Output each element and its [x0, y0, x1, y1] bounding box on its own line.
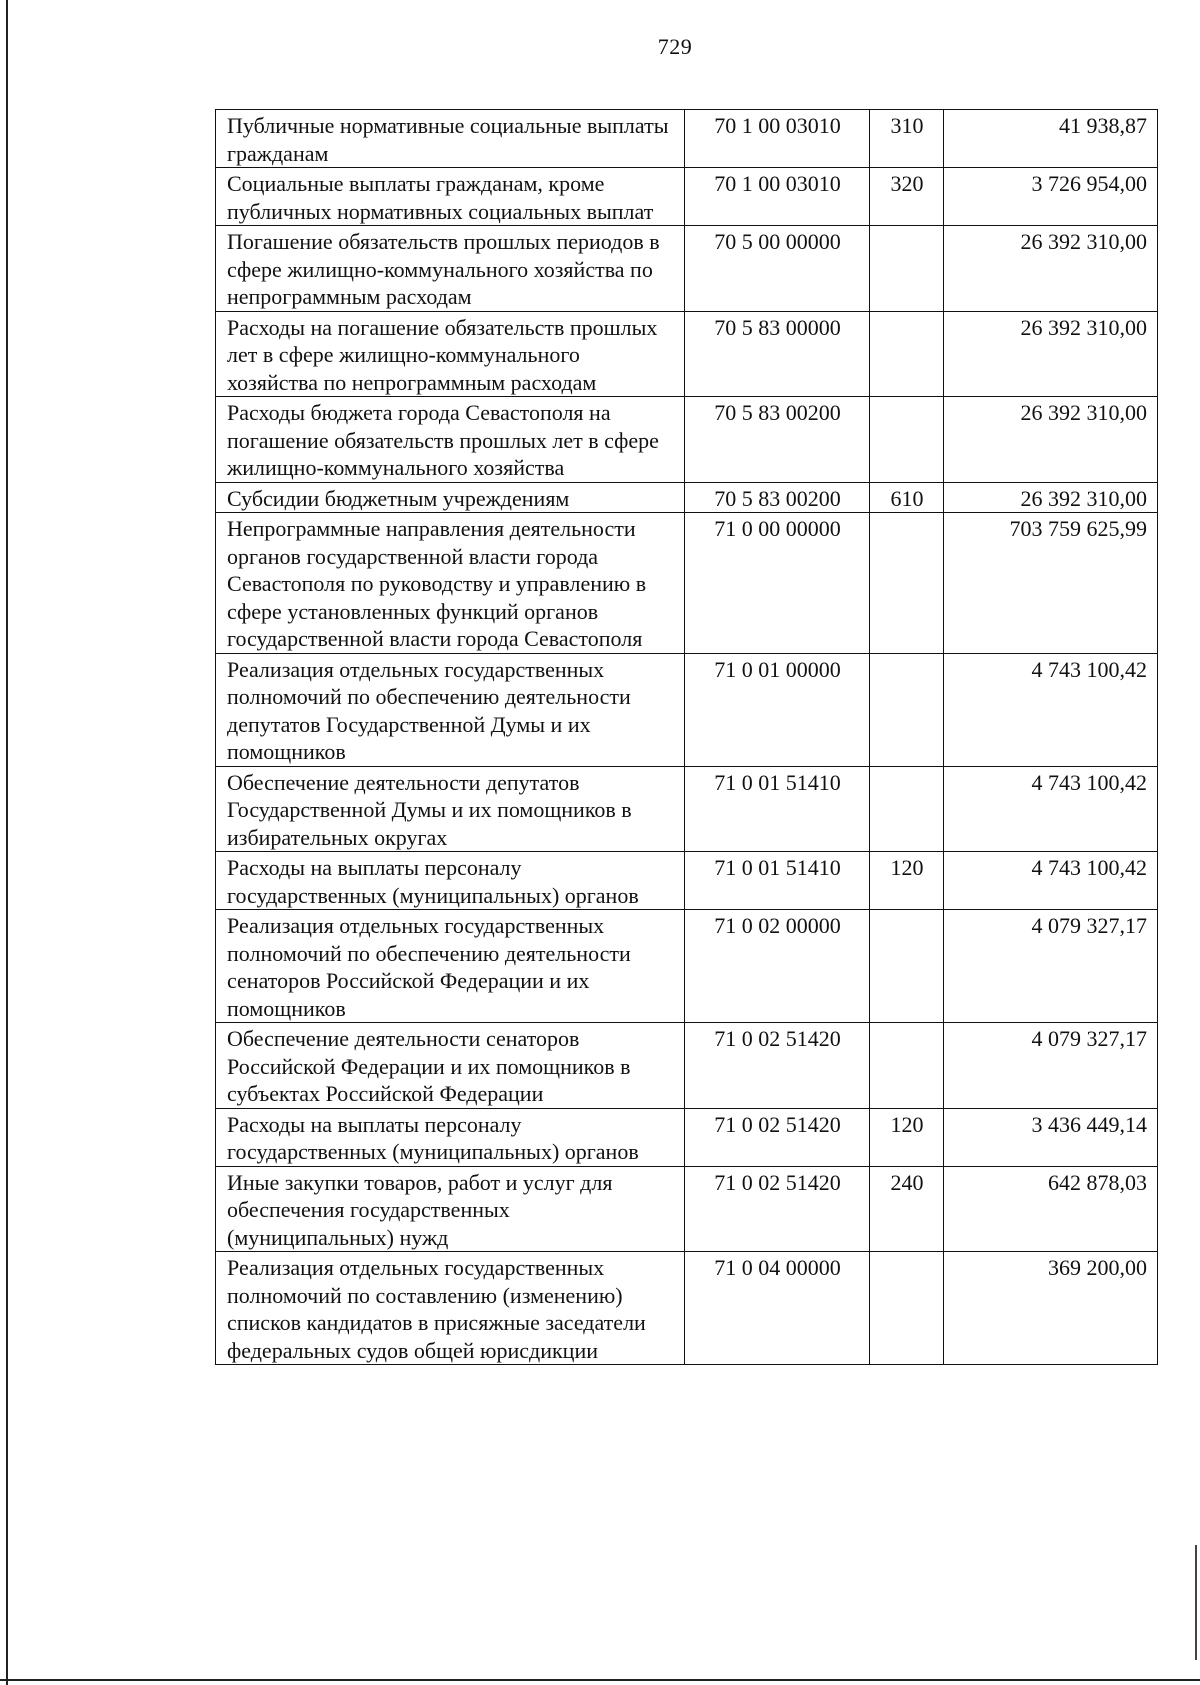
row-amount: 4 079 327,17	[944, 1023, 1158, 1109]
row-expense-type: 120	[870, 852, 944, 910]
table-row	[216, 110, 1158, 168]
row-expense-type: 320	[870, 168, 944, 226]
table-row	[216, 1108, 1158, 1166]
row-target-code: 70 5 83 00000	[685, 311, 870, 397]
table-row	[216, 397, 1158, 483]
row-target-code: 71 0 01 51410	[685, 852, 870, 910]
row-expense-type	[870, 397, 944, 483]
row-name: Погашение обязательств прошлых периодов в сфере жилищно-коммунального хозяйства по непрограммным расходам	[216, 226, 685, 312]
table-row	[216, 852, 1158, 910]
row-name: Реализация отдельных государственных полномочий по обеспечению деятельности сенаторов Российской Федерации и их помощников	[216, 910, 685, 1023]
row-target-code: 70 1 00 03010	[685, 168, 870, 226]
table-row	[216, 1166, 1158, 1252]
table-row	[216, 226, 1158, 312]
scan-right-mark	[1195, 1545, 1197, 1660]
table-row	[216, 766, 1158, 852]
row-target-code: 71 0 00 00000	[685, 513, 870, 654]
row-amount: 642 878,03	[944, 1166, 1158, 1252]
row-target-code: 70 1 00 03010	[685, 110, 870, 168]
row-name: Обеспечение деятельности сенаторов Российской Федерации и их помощников в субъектах Российской Федерации	[216, 1023, 685, 1109]
row-name: Реализация отдельных государственных полномочий по составлению (изменению) списков кандидатов в присяжные заседатели федеральных судов общей юрисдикции	[216, 1252, 685, 1365]
row-amount: 26 392 310,00	[944, 482, 1158, 513]
row-expense-type	[870, 1252, 944, 1365]
row-target-code: 71 0 01 00000	[685, 653, 870, 766]
row-amount: 703 759 625,99	[944, 513, 1158, 654]
page-number: 729	[657, 34, 693, 59]
row-expense-type: 610	[870, 482, 944, 513]
table-row	[216, 653, 1158, 766]
row-name: Иные закупки товаров, работ и услуг для обеспечения государственных (муниципальных) нужд	[216, 1166, 685, 1252]
row-expense-type	[870, 1023, 944, 1109]
row-name: Реализация отдельных государственных полномочий по обеспечению деятельности депутатов Государственной Думы и их помощников	[216, 653, 685, 766]
row-amount: 26 392 310,00	[944, 226, 1158, 312]
row-amount: 26 392 310,00	[944, 397, 1158, 483]
row-expense-type	[870, 766, 944, 852]
row-name: Публичные нормативные социальные выплаты гражданам	[216, 110, 685, 168]
row-amount: 41 938,87	[944, 110, 1158, 168]
row-name: Непрограммные направления деятельности органов государственной власти города Севастополя по руководству и управлению в сфере установленных функций органов государственной власти города Севастополя	[216, 513, 685, 654]
row-expense-type	[870, 226, 944, 312]
row-target-code: 70 5 83 00200	[685, 482, 870, 513]
row-target-code: 70 5 00 00000	[685, 226, 870, 312]
table-row	[216, 1252, 1158, 1365]
budget-table-body	[216, 110, 1158, 1365]
table-row	[216, 910, 1158, 1023]
row-amount: 4 743 100,42	[944, 852, 1158, 910]
budget-table	[215, 109, 1158, 1365]
row-name: Расходы на выплаты персоналу государственных (муниципальных) органов	[216, 852, 685, 910]
row-expense-type	[870, 653, 944, 766]
row-target-code: 71 0 02 51420	[685, 1023, 870, 1109]
row-expense-type: 120	[870, 1108, 944, 1166]
row-target-code: 71 0 02 51420	[685, 1108, 870, 1166]
row-name: Субсидии бюджетным учреждениям	[216, 482, 685, 513]
row-target-code: 71 0 02 00000	[685, 910, 870, 1023]
row-name: Расходы бюджета города Севастополя на погашение обязательств прошлых лет в сфере жилищно-коммунального хозяйства	[216, 397, 685, 483]
row-name: Расходы на погашение обязательств прошлых лет в сфере жилищно-коммунального хозяйства по непрограммным расходам	[216, 311, 685, 397]
row-expense-type	[870, 513, 944, 654]
row-name: Социальные выплаты гражданам, кроме публичных нормативных социальных выплат	[216, 168, 685, 226]
row-amount: 4 079 327,17	[944, 910, 1158, 1023]
table-row	[216, 311, 1158, 397]
row-target-code: 71 0 04 00000	[685, 1252, 870, 1365]
row-amount: 369 200,00	[944, 1252, 1158, 1365]
table-row	[216, 482, 1158, 513]
row-target-code: 70 5 83 00200	[685, 397, 870, 483]
row-amount: 3 436 449,14	[944, 1108, 1158, 1166]
scan-left-edge	[6, 0, 8, 1685]
table-row	[216, 513, 1158, 654]
row-target-code: 71 0 01 51410	[685, 766, 870, 852]
row-name: Обеспечение деятельности депутатов Государственной Думы и их помощников в избирательных округах	[216, 766, 685, 852]
scan-bottom-edge	[0, 1679, 1200, 1681]
row-amount: 3 726 954,00	[944, 168, 1158, 226]
row-expense-type: 240	[870, 1166, 944, 1252]
table-row	[216, 1023, 1158, 1109]
table-row	[216, 168, 1158, 226]
row-expense-type: 310	[870, 110, 944, 168]
row-name: Расходы на выплаты персоналу государственных (муниципальных) органов	[216, 1108, 685, 1166]
row-target-code: 71 0 02 51420	[685, 1166, 870, 1252]
row-amount: 26 392 310,00	[944, 311, 1158, 397]
row-expense-type	[870, 910, 944, 1023]
row-amount: 4 743 100,42	[944, 653, 1158, 766]
row-expense-type	[870, 311, 944, 397]
row-amount: 4 743 100,42	[944, 766, 1158, 852]
